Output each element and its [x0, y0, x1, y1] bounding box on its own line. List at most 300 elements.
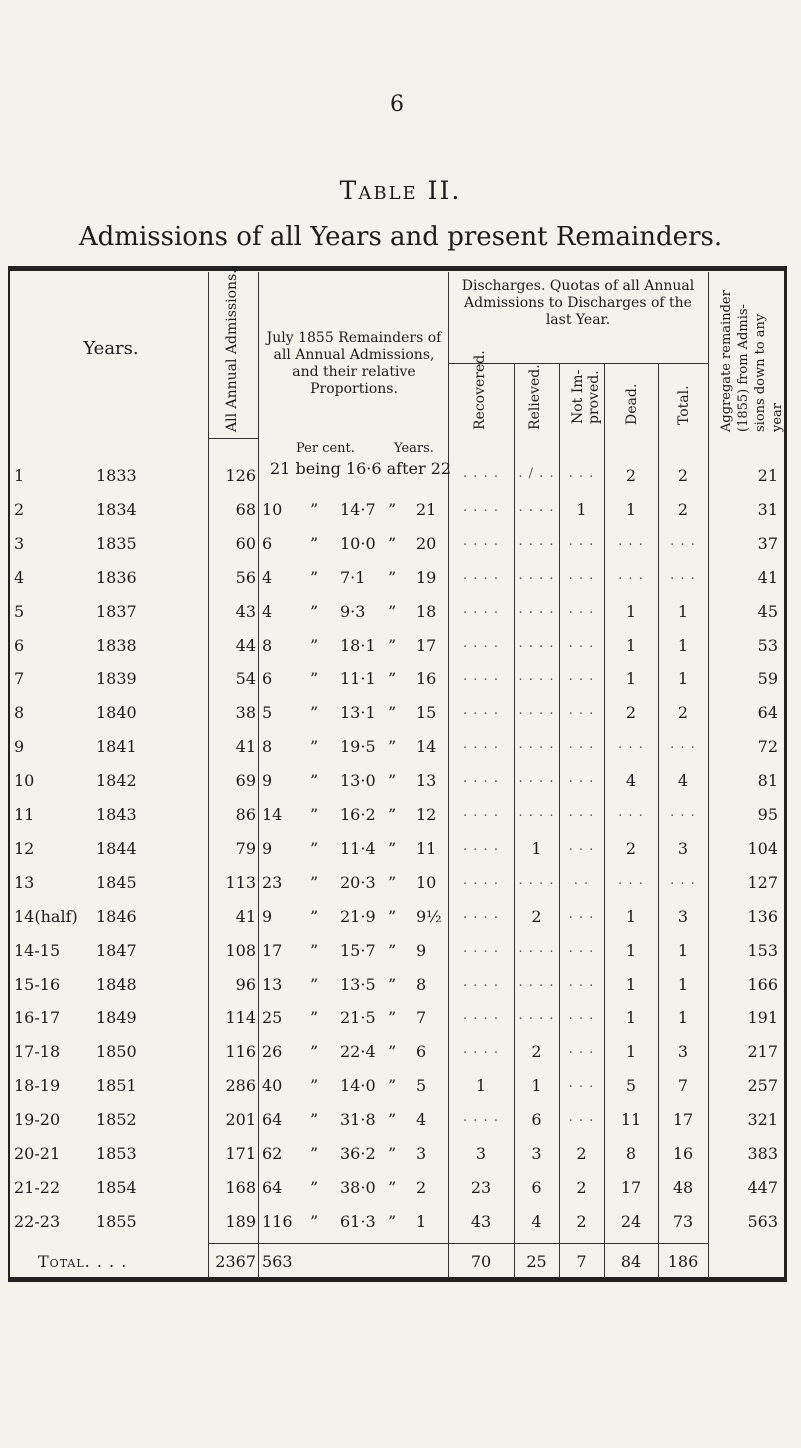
row-not-improved: . . .	[568, 805, 595, 820]
row-years-after: 12	[416, 805, 437, 824]
row-admissions: 189	[225, 1211, 256, 1231]
row-number: 22-23	[14, 1211, 61, 1231]
row-years-after: 17	[416, 635, 437, 655]
row-year: 1837	[96, 601, 137, 621]
row-total: 7	[677, 1076, 689, 1096]
row-number: 6	[14, 635, 25, 655]
row-ditto: ”	[388, 567, 397, 587]
row-not-improved: . . .	[568, 533, 595, 549]
row-ditto: ”	[388, 533, 397, 553]
row-remainder: 26	[262, 1042, 283, 1062]
total-total: 186	[667, 1252, 699, 1271]
row-relieved: 4	[531, 1211, 542, 1231]
row-year: 1855	[96, 1211, 137, 1231]
subheader-years: Years.	[394, 441, 434, 456]
row-total: 4	[677, 771, 689, 791]
row-recovered: . . . .	[463, 499, 499, 515]
row-not-improved: . .	[573, 872, 590, 888]
row-years-after: 7	[416, 1008, 427, 1028]
row-remainder: 25	[262, 1008, 283, 1028]
row-recovered: . . . .	[463, 838, 499, 854]
row-recovered: . . . .	[463, 872, 499, 888]
row-ditto: ”	[388, 974, 397, 994]
row-aggregate: 31	[757, 499, 778, 519]
row-total: 48	[672, 1177, 694, 1197]
row-recovered: . . . .	[463, 940, 499, 956]
row-year: 1851	[96, 1076, 137, 1096]
row-relieved: 6	[531, 1177, 542, 1197]
row-ditto: ”	[310, 669, 319, 689]
table-row	[0, 500, 801, 538]
row-percent: 9·3	[340, 601, 366, 621]
row-dead: 1	[625, 669, 637, 689]
table-row	[0, 1144, 801, 1182]
table-row	[0, 636, 801, 674]
table-row	[0, 703, 801, 741]
row-aggregate: 127	[747, 872, 778, 892]
row-years-after: 11	[416, 838, 437, 858]
row-year: 1841	[96, 737, 137, 757]
row-dead: . . .	[618, 533, 644, 549]
row-relieved: . . . .	[518, 703, 555, 719]
row-not-improved: . . .	[568, 1076, 595, 1092]
row-years-after: 9½	[416, 906, 442, 926]
row-year: 1844	[96, 838, 137, 858]
row-recovered: . . . .	[463, 466, 499, 481]
row-percent: 22·4	[340, 1042, 376, 1062]
row-relieved: . . . .	[518, 533, 555, 549]
row-relieved: . . . .	[518, 872, 555, 888]
row-ditto: ”	[388, 805, 397, 824]
row-admissions: 114	[225, 1008, 256, 1028]
row-total: 1	[677, 669, 689, 689]
table-row	[0, 907, 801, 945]
row-remainder: 9	[262, 838, 273, 858]
row-remainder: 8	[262, 737, 273, 757]
table-row	[0, 805, 801, 843]
row-dead: 11	[620, 1110, 642, 1130]
row-remainder: 14	[262, 805, 283, 824]
row-years-after: 18	[416, 601, 437, 621]
row-total: 2	[677, 703, 689, 723]
row-not-improved: . . .	[568, 737, 595, 753]
row-number: 9	[14, 737, 25, 757]
table-subtitle: Admissions of all Years and present Remainders.	[78, 222, 723, 252]
row-ditto: ”	[388, 771, 397, 791]
first-row-remainder-text: 21 being 16·6 after 22	[270, 459, 452, 478]
row-ditto: ”	[310, 1211, 319, 1231]
row-percent: 7·1	[340, 567, 366, 587]
row-recovered: . . . .	[463, 1042, 499, 1058]
row-aggregate: 104	[747, 838, 778, 858]
total-relieved: 25	[526, 1252, 547, 1271]
header-admissions: All Annual Admissions.	[224, 269, 240, 432]
row-ditto: ”	[310, 1144, 319, 1163]
row-admissions: 69	[235, 771, 256, 791]
row-dead: 2	[625, 838, 637, 858]
row-recovered: . . . .	[463, 974, 499, 990]
row-dead: 5	[625, 1076, 637, 1096]
row-remainder: 4	[262, 567, 273, 587]
row-aggregate: 191	[747, 1008, 778, 1028]
row-ditto: ”	[310, 1076, 319, 1096]
row-recovered: . . . .	[463, 669, 499, 685]
row-years-after: 14	[416, 737, 437, 757]
row-aggregate: 59	[757, 669, 778, 689]
row-aggregate: 447	[747, 1177, 778, 1197]
row-number: 3	[14, 533, 25, 553]
row-remainder: 13	[262, 974, 283, 994]
row-aggregate: 217	[747, 1042, 778, 1062]
header-total: Total.	[676, 385, 692, 425]
row-dead: 1	[625, 940, 637, 960]
row-dead: 1	[625, 635, 637, 655]
header-recovered: Recovered.	[472, 350, 488, 430]
table-row	[0, 466, 801, 504]
row-percent: 38·0	[340, 1177, 376, 1197]
row-percent: 21·5	[340, 1008, 376, 1028]
row-remainder: 62	[262, 1144, 283, 1163]
row-total: 3	[677, 838, 689, 858]
table-row	[0, 568, 801, 606]
row-admissions: 44	[235, 635, 256, 655]
row-ditto: ”	[310, 805, 319, 824]
row-ditto: ”	[388, 601, 397, 621]
row-year: 1846	[96, 906, 137, 926]
row-percent: 13·5	[340, 974, 376, 994]
row-number: 1	[14, 466, 25, 485]
row-percent: 11·4	[340, 838, 376, 858]
table-row	[0, 1076, 801, 1114]
table-title: Table II.	[339, 176, 462, 205]
row-not-improved: 2	[576, 1211, 587, 1231]
row-ditto: ”	[310, 533, 319, 553]
row-percent: 13·1	[340, 703, 376, 723]
row-year: 1836	[96, 567, 137, 587]
row-admissions: 201	[225, 1110, 256, 1130]
row-year: 1843	[96, 805, 137, 824]
row-years-after: 2	[416, 1177, 427, 1197]
row-year: 1842	[96, 771, 137, 791]
row-recovered: . . . .	[463, 805, 499, 820]
row-remainder: 64	[262, 1110, 283, 1130]
row-admissions: 79	[235, 838, 256, 858]
row-relieved: 1	[531, 1076, 542, 1096]
header-aggregate: Aggregate remainder (1855) from Admis- sions down to any year	[719, 290, 785, 432]
row-recovered: 43	[470, 1211, 492, 1231]
row-dead: . . .	[618, 737, 644, 753]
row-aggregate: 72	[757, 737, 778, 757]
row-number: 14-15	[14, 940, 61, 960]
header-discharges: Discharges. Quotas of all Annual Admissions to Discharges of the last Year.	[461, 278, 695, 328]
row-total: . . .	[670, 567, 696, 583]
row-ditto: ”	[388, 1177, 397, 1197]
row-total: 1	[677, 974, 689, 994]
row-years-after: 16	[416, 669, 437, 689]
table-row	[0, 669, 801, 707]
row-ditto: ”	[310, 974, 319, 994]
header-relieved: Relieved.	[527, 364, 543, 430]
row-number: 17-18	[14, 1042, 61, 1062]
row-relieved: . . . .	[518, 499, 555, 515]
row-aggregate: 153	[747, 940, 778, 960]
row-total: 1	[677, 940, 689, 960]
row-percent: 13·0	[340, 771, 376, 791]
row-number: 15-16	[14, 974, 61, 994]
row-recovered: 23	[470, 1177, 492, 1197]
row-total: 1	[677, 635, 689, 655]
row-years-after: 19	[416, 567, 437, 587]
row-total: 16	[672, 1144, 694, 1163]
row-admissions: 86	[235, 805, 256, 824]
total-not-improved: 7	[576, 1252, 587, 1271]
row-not-improved: . . .	[568, 1042, 595, 1058]
row-years-after: 20	[416, 533, 437, 553]
row-total: 2	[677, 499, 689, 519]
row-relieved: . . . .	[518, 669, 555, 685]
row-relieved: . . . .	[518, 635, 555, 651]
row-not-improved: . . .	[568, 940, 595, 956]
row-total: . . .	[670, 872, 696, 888]
row-total: . . .	[670, 533, 696, 549]
row-recovered: . . . .	[463, 601, 499, 617]
row-dead: 17	[620, 1177, 642, 1197]
row-ditto: ”	[388, 872, 397, 892]
row-years-after: 1	[416, 1211, 427, 1231]
row-ditto: ”	[388, 499, 397, 519]
row-percent: 10·0	[340, 533, 376, 553]
table-row	[0, 1008, 801, 1046]
row-ditto: ”	[310, 1177, 319, 1197]
row-total: 1	[677, 1008, 689, 1028]
row-ditto: ”	[310, 703, 319, 723]
row-dead: 1	[625, 974, 637, 994]
row-aggregate: 64	[757, 703, 778, 723]
row-ditto: ”	[388, 1110, 397, 1130]
row-year: 1850	[96, 1042, 137, 1062]
row-ditto: ”	[310, 737, 319, 757]
row-year: 1847	[96, 940, 137, 960]
row-total: 2	[677, 466, 689, 485]
row-percent: 36·2	[340, 1144, 376, 1163]
row-number: 21-22	[14, 1177, 61, 1197]
row-not-improved: . . .	[568, 1008, 595, 1024]
row-percent: 11·1	[340, 669, 376, 689]
total-label: Total. . . .	[38, 1252, 128, 1271]
row-year: 1849	[96, 1008, 137, 1028]
row-remainder: 116	[262, 1211, 293, 1231]
row-recovered: . . . .	[463, 635, 499, 651]
row-relieved: 1	[531, 838, 542, 858]
table-row	[0, 941, 801, 979]
row-ditto: ”	[388, 669, 397, 689]
row-admissions: 108	[225, 940, 256, 960]
row-ditto: ”	[310, 872, 319, 892]
row-recovered: . . . .	[463, 703, 499, 719]
total-recovered: 70	[470, 1252, 492, 1271]
row-aggregate: 21	[757, 466, 778, 485]
row-not-improved: . . .	[568, 601, 595, 617]
row-dead: . . .	[618, 567, 644, 583]
table-row	[0, 534, 801, 572]
row-ditto: ”	[310, 906, 319, 926]
row-admissions: 60	[235, 533, 256, 553]
row-remainder: 5	[262, 703, 273, 723]
row-admissions: 38	[235, 703, 256, 723]
row-dead: 8	[625, 1144, 637, 1163]
row-year: 1853	[96, 1144, 137, 1163]
row-not-improved: . . .	[568, 1110, 595, 1126]
row-relieved: . . . .	[518, 805, 555, 820]
row-remainder: 64	[262, 1177, 283, 1197]
row-admissions: 68	[235, 499, 256, 519]
table-row	[0, 873, 801, 911]
row-relieved: . . . .	[518, 567, 555, 583]
row-ditto: ”	[310, 1008, 319, 1028]
row-years-after: 3	[416, 1144, 427, 1163]
row-number: 18-19	[14, 1076, 61, 1096]
row-dead: 1	[625, 499, 637, 519]
row-aggregate: 37	[757, 533, 778, 553]
row-percent: 20·3	[340, 872, 376, 892]
row-ditto: ”	[388, 737, 397, 757]
table-row	[0, 1110, 801, 1148]
row-number: 19-20	[14, 1110, 61, 1130]
row-number: 12	[14, 838, 35, 858]
row-admissions: 56	[235, 567, 256, 587]
total-dead: 84	[620, 1252, 642, 1271]
row-recovered: . . . .	[463, 533, 499, 549]
row-ditto: ”	[388, 1211, 397, 1231]
row-ditto: ”	[310, 1110, 319, 1130]
subheader-per-cent: Per cent.	[296, 441, 355, 456]
row-dead: 1	[625, 1008, 637, 1028]
row-aggregate: 257	[747, 1076, 778, 1096]
row-not-improved: 2	[576, 1177, 587, 1197]
row-remainder: 10	[262, 499, 283, 519]
row-not-improved: . . .	[568, 703, 595, 719]
row-years-after: 8	[416, 974, 427, 994]
row-years-after: 5	[416, 1076, 427, 1096]
row-years-after: 4	[416, 1110, 427, 1130]
header-not-improved: Not Im- proved.	[570, 369, 602, 424]
row-relieved: 6	[531, 1110, 542, 1130]
row-total: . . .	[670, 737, 696, 753]
table-row	[0, 737, 801, 775]
row-recovered: . . . .	[463, 906, 499, 922]
row-years-after: 21	[416, 499, 437, 519]
total-remainders: 563	[262, 1252, 293, 1271]
row-ditto: ”	[388, 1144, 397, 1163]
row-recovered: 1	[475, 1076, 487, 1096]
row-year: 1854	[96, 1177, 137, 1197]
row-relieved: 3	[531, 1144, 542, 1163]
row-ditto: ”	[388, 1076, 397, 1096]
row-recovered: . . . .	[463, 567, 499, 583]
row-remainder: 6	[262, 669, 273, 689]
row-admissions: 54	[235, 669, 256, 689]
row-ditto: ”	[310, 567, 319, 587]
row-admissions: 113	[225, 872, 256, 892]
table-row	[0, 1042, 801, 1080]
row-percent: 18·1	[340, 635, 376, 655]
row-percent: 15·7	[340, 940, 376, 960]
row-not-improved: . . .	[568, 635, 595, 651]
row-total: 3	[677, 1042, 689, 1062]
row-years-after: 9	[416, 940, 427, 960]
page-number: 6	[390, 92, 404, 117]
row-total: . . .	[670, 805, 696, 820]
row-admissions: 171	[225, 1144, 256, 1163]
row-year: 1834	[96, 499, 137, 519]
row-percent: 21·9	[340, 906, 376, 926]
row-relieved: . . . .	[518, 771, 555, 787]
row-not-improved: 1	[576, 499, 587, 519]
row-percent: 16·2	[340, 805, 376, 824]
row-ditto: ”	[310, 635, 319, 655]
row-dead: 24	[620, 1211, 642, 1231]
row-ditto: ”	[388, 635, 397, 655]
row-dead: . . .	[618, 805, 644, 820]
row-number: 8	[14, 703, 25, 723]
row-total: 73	[672, 1211, 694, 1231]
row-total: 17	[672, 1110, 694, 1130]
row-number: 10	[14, 771, 35, 791]
row-remainder: 17	[262, 940, 283, 960]
row-aggregate: 563	[747, 1211, 778, 1231]
header-years: Years.	[83, 338, 139, 359]
row-dead: 1	[625, 601, 637, 621]
row-not-improved: . . .	[568, 466, 595, 481]
row-dead: 2	[625, 703, 637, 723]
row-dead: 1	[625, 906, 637, 926]
row-year: 1833	[96, 466, 137, 485]
row-recovered: . . . .	[463, 737, 499, 753]
table-row	[0, 839, 801, 877]
table-row	[0, 975, 801, 1013]
row-relieved: . . . .	[518, 1008, 555, 1024]
row-ditto: ”	[388, 1042, 397, 1062]
row-year: 1852	[96, 1110, 137, 1130]
row-year: 1845	[96, 872, 137, 892]
row-recovered: 3	[475, 1144, 487, 1163]
row-relieved: 2	[531, 906, 542, 926]
row-ditto: ”	[310, 601, 319, 621]
row-ditto: ”	[310, 771, 319, 791]
table-row	[0, 1178, 801, 1216]
row-number: 11	[14, 805, 35, 824]
table-row	[0, 1212, 801, 1250]
row-relieved: . . . .	[518, 974, 555, 990]
row-total: 3	[677, 906, 689, 926]
row-ditto: ”	[310, 499, 319, 519]
header-dead: Dead.	[624, 383, 640, 425]
row-not-improved: . . .	[568, 838, 595, 854]
row-admissions: 41	[235, 737, 256, 757]
row-dead: 4	[625, 771, 637, 791]
row-aggregate: 136	[747, 906, 778, 926]
table-row	[0, 602, 801, 640]
row-not-improved: . . .	[568, 906, 595, 922]
row-ditto: ”	[310, 838, 319, 858]
row-percent: 31·8	[340, 1110, 376, 1130]
row-number: 14(half)	[14, 906, 78, 926]
row-year: 1848	[96, 974, 137, 994]
row-not-improved: . . .	[568, 771, 595, 787]
row-ditto: ”	[310, 1042, 319, 1062]
row-number: 7	[14, 669, 25, 689]
row-number: 13	[14, 872, 35, 892]
